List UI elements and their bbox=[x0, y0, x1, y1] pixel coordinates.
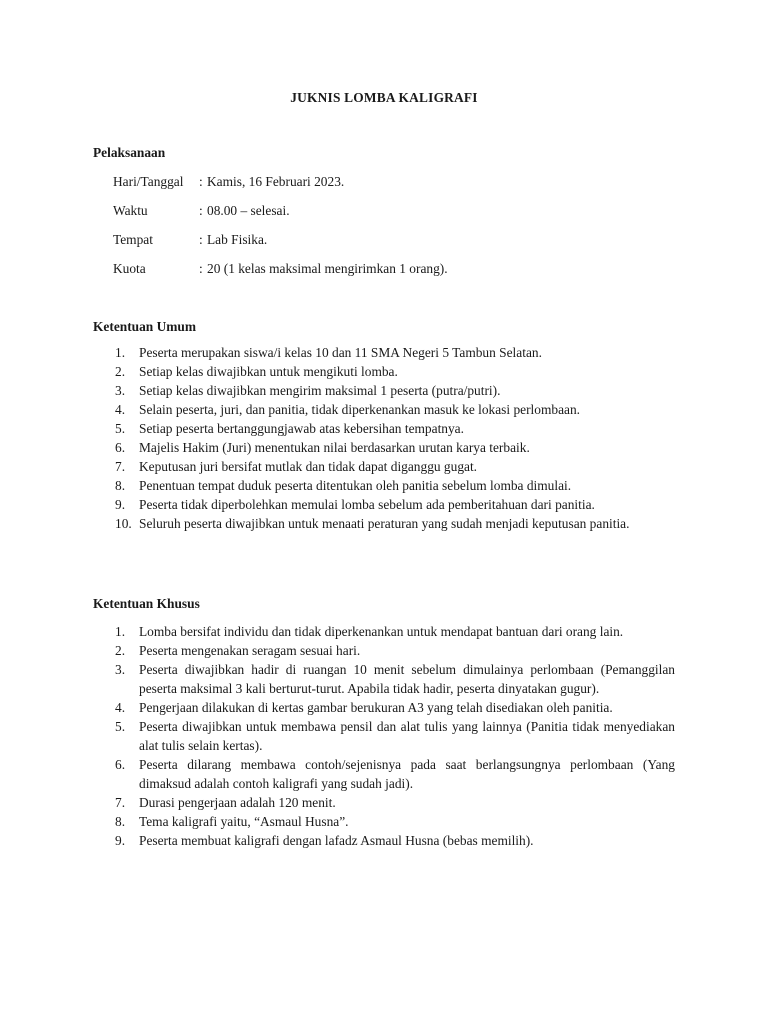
item-text: Peserta tidak diperbolehkan memulai lomba sebelum ada pemberitahuan dari panitia. bbox=[139, 497, 595, 512]
item-number: 7. bbox=[115, 459, 126, 474]
heading-ketentuan-umum: Ketentuan Umum bbox=[93, 319, 197, 334]
item-text: Pengerjaan dilakukan di kertas gambar berukuran A3 yang telah disediakan oleh panitia. bbox=[139, 700, 613, 715]
document-title: JUKNIS LOMBA KALIGRAFI bbox=[290, 90, 478, 105]
list-item bbox=[0, 812, 675, 831]
info-value: Kamis, 16 Februari 2023. bbox=[207, 174, 345, 189]
item-number: 9. bbox=[115, 833, 126, 848]
item-number: 8. bbox=[115, 478, 126, 493]
item-number: 5. bbox=[115, 421, 126, 436]
info-separator: : bbox=[199, 232, 203, 247]
item-text: Setiap kelas diwajibkan mengirim maksimal 1 peserta (putra/putri). bbox=[139, 383, 501, 398]
list-item bbox=[0, 438, 675, 457]
item-number: 2. bbox=[115, 643, 126, 658]
list-item bbox=[0, 793, 675, 812]
item-text: Peserta diwajibkan hadir di ruangan 10 menit sebelum dimulainya perlombaan (Pemanggilan peserta maksimal 3 kali berturut-turut. Apabila tidak hadir, peserta dinyatakan gugur). bbox=[139, 662, 675, 696]
list-item bbox=[0, 717, 675, 755]
info-row-hari-tanggal bbox=[113, 172, 344, 191]
list-item bbox=[0, 831, 675, 850]
item-text: Seluruh peserta diwajibkan untuk menaati peraturan yang sudah menjadi keputusan panitia. bbox=[139, 516, 630, 531]
heading-pelaksanaan: Pelaksanaan bbox=[93, 145, 166, 160]
list-item bbox=[0, 698, 675, 717]
list-item bbox=[0, 343, 675, 362]
item-number: 1. bbox=[115, 345, 126, 360]
item-number: 9. bbox=[115, 497, 126, 512]
item-text: Setiap kelas diwajibkan untuk mengikuti lomba. bbox=[139, 364, 398, 379]
info-row-waktu bbox=[113, 201, 290, 220]
item-number: 3. bbox=[115, 383, 126, 398]
info-value: 08.00 – selesai. bbox=[207, 203, 290, 218]
info-label: Kuota bbox=[113, 261, 146, 276]
ketentuan-umum-list bbox=[0, 343, 768, 533]
info-label: Waktu bbox=[113, 203, 148, 218]
info-separator: : bbox=[199, 174, 203, 189]
item-number: 4. bbox=[115, 402, 126, 417]
item-number: 10. bbox=[115, 516, 132, 531]
item-number: 1. bbox=[115, 624, 126, 639]
list-item bbox=[0, 495, 675, 514]
item-text: Penentuan tempat duduk peserta ditentukan oleh panitia sebelum lomba dimulai. bbox=[139, 478, 572, 493]
list-item bbox=[0, 514, 675, 533]
list-item bbox=[0, 381, 675, 400]
info-separator: : bbox=[199, 261, 203, 276]
item-number: 7. bbox=[115, 795, 126, 810]
list-item bbox=[0, 476, 675, 495]
item-number: 8. bbox=[115, 814, 126, 829]
item-text: Peserta mengenakan seragam sesuai hari. bbox=[139, 643, 361, 658]
item-text: Peserta diwajibkan untuk membawa pensil dan alat tulis yang lainnya (Panitia tidak menyediakan alat tulis selain kertas). bbox=[139, 719, 675, 753]
list-item bbox=[0, 457, 675, 476]
info-value: Lab Fisika. bbox=[207, 232, 268, 247]
item-text: Peserta dilarang membawa contoh/sejenisnya pada saat berlangsungnya perlombaan (Yang dimaksud adalah contoh kaligrafi yang sudah jadi). bbox=[139, 757, 675, 791]
list-item bbox=[0, 622, 675, 641]
list-item bbox=[0, 362, 675, 381]
item-text: Majelis Hakim (Juri) menentukan nilai berdasarkan urutan karya terbaik. bbox=[139, 440, 530, 455]
info-label: Tempat bbox=[113, 232, 153, 247]
list-item bbox=[0, 641, 675, 660]
info-row-kuota bbox=[113, 259, 448, 278]
item-number: 6. bbox=[115, 757, 126, 772]
info-value: 20 (1 kelas maksimal mengirimkan 1 orang). bbox=[207, 261, 448, 276]
item-number: 2. bbox=[115, 364, 126, 379]
item-text: Durasi pengerjaan adalah 120 menit. bbox=[139, 795, 336, 810]
info-separator: : bbox=[199, 203, 203, 218]
item-text: Setiap peserta bertanggungjawab atas kebersihan tempatnya. bbox=[139, 421, 464, 436]
item-text: Tema kaligrafi yaitu, “Asmaul Husna”. bbox=[139, 814, 349, 829]
list-item bbox=[0, 755, 675, 793]
item-number: 4. bbox=[115, 700, 126, 715]
item-text: Keputusan juri bersifat mutlak dan tidak dapat diganggu gugat. bbox=[139, 459, 478, 474]
list-item bbox=[0, 660, 675, 698]
list-item bbox=[0, 400, 675, 419]
item-text: Peserta membuat kaligrafi dengan lafadz Asmaul Husna (bebas memilih). bbox=[139, 833, 534, 848]
item-number: 6. bbox=[115, 440, 126, 455]
item-number: 3. bbox=[115, 662, 126, 677]
info-row-tempat bbox=[113, 230, 267, 249]
info-label: Hari/Tanggal bbox=[113, 174, 184, 189]
item-text: Selain peserta, juri, dan panitia, tidak diperkenankan masuk ke lokasi perlombaan. bbox=[139, 402, 581, 417]
item-text: Lomba bersifat individu dan tidak diperkenankan untuk mendapat bantuan dari orang lain. bbox=[139, 624, 624, 639]
list-item bbox=[0, 419, 675, 438]
item-text: Peserta merupakan siswa/i kelas 10 dan 11 SMA Negeri 5 Tambun Selatan. bbox=[139, 345, 542, 360]
heading-ketentuan-khusus: Ketentuan Khusus bbox=[93, 596, 200, 611]
ketentuan-khusus-list bbox=[0, 622, 768, 850]
item-number: 5. bbox=[115, 719, 126, 734]
